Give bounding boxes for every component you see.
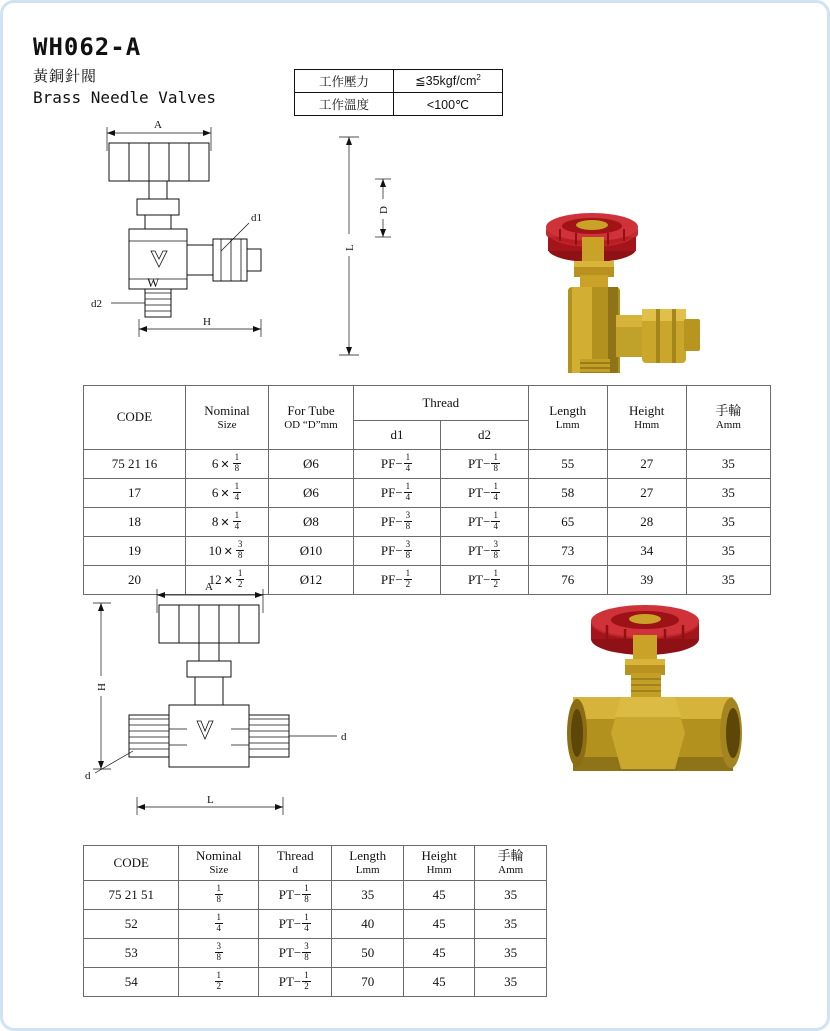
logo-w-top: W: [147, 275, 160, 290]
table-row: [84, 537, 771, 566]
cell2-length: 50: [332, 939, 404, 968]
straight-valve-line-drawing: [71, 573, 371, 833]
cell-tube: Ø12: [269, 566, 354, 595]
th2-nominal-main: Nominal: [196, 848, 242, 864]
table2-header-row: [84, 846, 547, 881]
cell-code: 75 21 16: [84, 450, 186, 479]
cell2-code: 53: [84, 939, 179, 968]
spec-label-temperature: 工作溫度: [295, 93, 394, 116]
cell-d1: PF− $\frac{1}{4}$: [353, 479, 440, 508]
th2-thread-sub: d: [292, 864, 299, 877]
svg-text:d: d: [341, 731, 347, 743]
table-row: [84, 968, 547, 997]
cell-length: 76: [528, 566, 607, 595]
cell-code: 19: [84, 537, 186, 566]
cell2-code: 52: [84, 910, 179, 939]
th2-wheel: [475, 846, 547, 881]
th2-wheel-sub: Amm: [498, 864, 524, 877]
th-height: [607, 386, 686, 450]
cell-d2: PT− $\frac{3}{8}$: [441, 537, 528, 566]
cell2-wheel: 35: [475, 968, 547, 997]
th-length-main: Length: [549, 402, 587, 418]
cell-d1: PF− $\frac{1}{4}$: [353, 450, 440, 479]
cell2-thread: PT− $\frac{3}{8}$: [259, 939, 332, 968]
cell2-height: 45: [403, 881, 474, 910]
cell2-code: 75 21 51: [84, 881, 179, 910]
cell-nominal-whole: 6: [211, 456, 219, 471]
th2-height: [403, 846, 474, 881]
cell2-nominal: $\frac{3}{8}$: [179, 939, 259, 968]
th2-height-main: Height: [421, 848, 457, 864]
angle-valve-dim-L-D: [331, 129, 401, 369]
th-height-main: Height: [629, 402, 665, 418]
table-row: [84, 939, 547, 968]
spec-value-pressure-sup: 2: [476, 73, 481, 83]
table1-header-row: [84, 386, 771, 421]
cell2-thread: PT− $\frac{1}{4}$: [259, 910, 332, 939]
spec-value-pressure-text: ≦35kgf/cm: [415, 74, 477, 89]
cell-wheel: 35: [686, 566, 770, 595]
th2-wheel-main: 手輪: [497, 848, 524, 864]
cell-nominal: 8 ✕ $\frac{1}{4}$: [185, 508, 268, 537]
cell-height: 27: [607, 479, 686, 508]
page-inner: [11, 11, 819, 1020]
cell-tube: Ø10: [269, 537, 354, 566]
cell2-wheel: 35: [475, 910, 547, 939]
spec-value-pressure: [394, 70, 503, 93]
th-length-sub: Lmm: [555, 418, 580, 431]
th2-length-main: Length: [349, 848, 387, 864]
svg-text:L: L: [344, 244, 356, 251]
th-fortube-main: For Tube: [287, 402, 335, 418]
th2-length: [332, 846, 404, 881]
th-height-sub: Hmm: [634, 418, 660, 431]
cell-d2: PT− $\frac{1}{8}$: [441, 450, 528, 479]
th-code: CODE: [84, 386, 186, 450]
cell-tube: Ø6: [269, 479, 354, 508]
angle-valve-spec-table: [83, 385, 771, 595]
cell-length: 65: [528, 508, 607, 537]
cell-nominal-x: ✕: [220, 458, 230, 471]
product-code: WH062-A: [33, 33, 142, 61]
cell-wheel: 35: [686, 508, 770, 537]
cell-d2: PT− $\frac{1}{4}$: [441, 508, 528, 537]
spec-row-pressure: [295, 70, 503, 93]
cell-tube: Ø6: [269, 450, 354, 479]
svg-text:A: A: [205, 581, 213, 593]
table-row: [84, 479, 771, 508]
th2-length-sub: Lmm: [355, 864, 380, 877]
svg-text:A: A: [154, 119, 162, 131]
th2-thread-main: Thread: [276, 848, 314, 864]
th-nominal-main: Nominal: [204, 402, 250, 418]
th-wheel-main: 手輪: [715, 402, 742, 418]
cell2-height: 45: [403, 968, 474, 997]
cell2-code: 54: [84, 968, 179, 997]
cell-height: 39: [607, 566, 686, 595]
th-fortube-sub: OD “D”mm: [284, 418, 338, 431]
cell-length: 58: [528, 479, 607, 508]
cell-nominal: 6 ✕ $\frac{1}{4}$: [185, 479, 268, 508]
cell2-nominal: $\frac{1}{8}$: [179, 881, 259, 910]
cell-code: 20: [84, 566, 186, 595]
cell-length: 73: [528, 537, 607, 566]
cell-nominal: 12 ✕ $\frac{1}{2}$: [185, 566, 268, 595]
straight-valve-spec-table: [83, 845, 547, 997]
th2-thread: [259, 846, 332, 881]
cell-wheel: 35: [686, 479, 770, 508]
cell2-thread: PT− $\frac{1}{2}$: [259, 968, 332, 997]
svg-text:d1: d1: [251, 212, 262, 224]
th-nominal: [185, 386, 268, 450]
cell2-height: 45: [403, 939, 474, 968]
th-d1: d1: [353, 421, 440, 450]
straight-valve-photo: [551, 591, 771, 841]
cell-nominal-frac: $\frac{1}{8}$: [234, 452, 240, 473]
th-d2: d2: [441, 421, 528, 450]
th-length: [528, 386, 607, 450]
th-thread: Thread: [353, 386, 528, 421]
th2-height-sub: Hmm: [426, 864, 452, 877]
th2-code: CODE: [84, 846, 179, 881]
cell-code: 18: [84, 508, 186, 537]
cell-d2: PT− $\frac{1}{4}$: [441, 479, 528, 508]
th2-nominal: [179, 846, 259, 881]
cell2-nominal: $\frac{1}{4}$: [179, 910, 259, 939]
angle-valve-line-drawing: [71, 111, 371, 371]
title-block: [33, 33, 216, 107]
spec-value-temperature: <100℃: [394, 93, 503, 116]
cell-d1: PF− $\frac{3}{8}$: [353, 508, 440, 537]
cell-nominal: 10 ✕ $\frac{3}{8}$: [185, 537, 268, 566]
table-row: [84, 910, 547, 939]
cell2-length: 70: [332, 968, 404, 997]
th-nominal-sub: Size: [217, 418, 237, 431]
spec-label-pressure: 工作壓力: [295, 70, 394, 93]
cell-d1: PF− $\frac{1}{2}$: [353, 566, 440, 595]
th-wheel: [686, 386, 770, 450]
table-row: [84, 450, 771, 479]
cell2-wheel: 35: [475, 881, 547, 910]
cell2-length: 40: [332, 910, 404, 939]
angle-valve-photo: [516, 123, 746, 373]
cell-wheel: 35: [686, 450, 770, 479]
cell2-length: 35: [332, 881, 404, 910]
table-row: [84, 881, 547, 910]
spec-table: [294, 69, 503, 116]
svg-text:H: H: [203, 316, 211, 328]
cell2-thread: PT− $\frac{1}{8}$: [259, 881, 332, 910]
svg-text:d2: d2: [91, 298, 102, 310]
cell-wheel: 35: [686, 537, 770, 566]
cell2-nominal: $\frac{1}{2}$: [179, 968, 259, 997]
cell-d1: PF− $\frac{3}{8}$: [353, 537, 440, 566]
cell-code: 17: [84, 479, 186, 508]
cell-nominal: [185, 450, 268, 479]
svg-text:d: d: [85, 770, 91, 782]
cell-height: 27: [607, 450, 686, 479]
cell-height: 34: [607, 537, 686, 566]
cell-length: 55: [528, 450, 607, 479]
cell2-height: 45: [403, 910, 474, 939]
th2-nominal-sub: Size: [209, 864, 229, 877]
cell2-wheel: 35: [475, 939, 547, 968]
cell-tube: Ø8: [269, 508, 354, 537]
cell-d2: PT− $\frac{1}{2}$: [441, 566, 528, 595]
th-wheel-sub: Amm: [715, 418, 741, 431]
product-title-cn: 黃銅針閥: [33, 69, 98, 85]
product-title-en: Brass Needle Valves: [33, 88, 217, 107]
table-row: [84, 508, 771, 537]
svg-text:D: D: [378, 206, 390, 214]
svg-text:L: L: [207, 794, 214, 806]
cell-height: 28: [607, 508, 686, 537]
svg-text:H: H: [96, 683, 108, 691]
th-fortube: [269, 386, 354, 450]
